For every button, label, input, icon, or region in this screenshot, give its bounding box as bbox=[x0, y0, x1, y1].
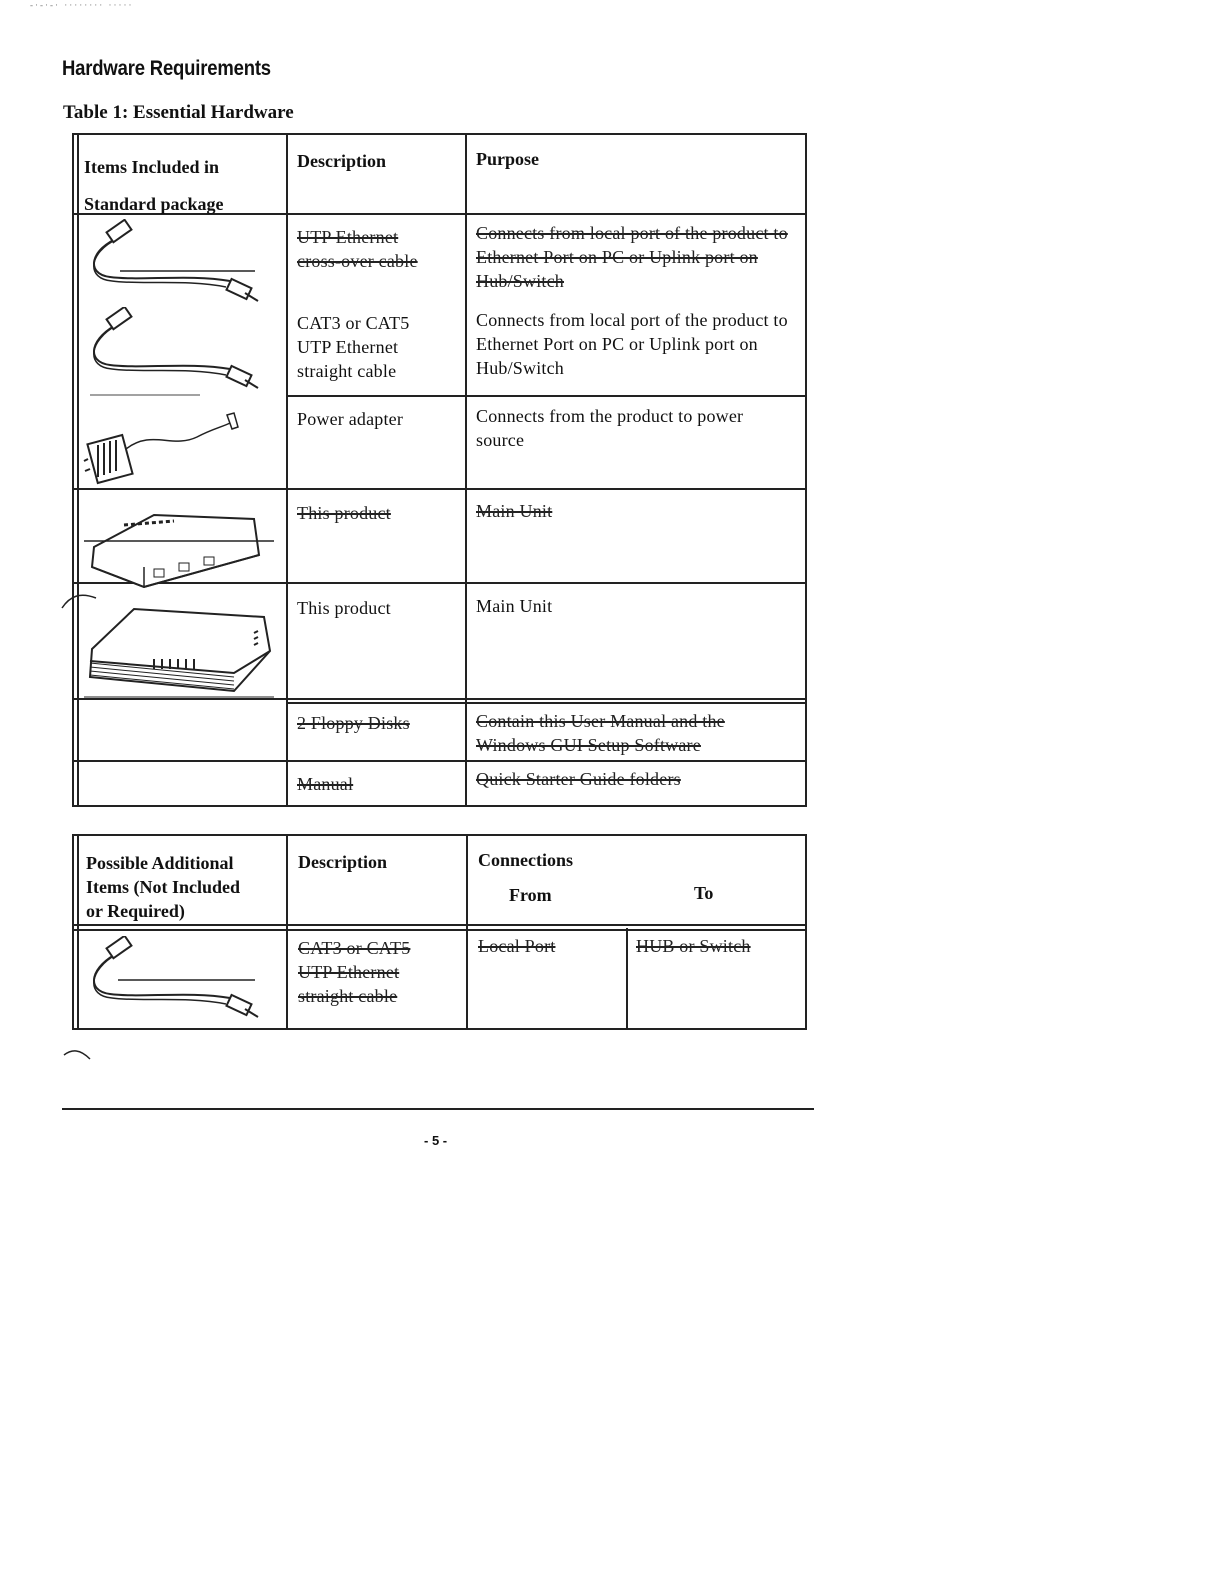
row7-purpose: Quick Starter Guide folders bbox=[476, 769, 681, 789]
scan-mark-curve bbox=[60, 588, 100, 610]
ethernet-cable-icon bbox=[80, 219, 280, 311]
power-adapter-icon bbox=[82, 409, 252, 489]
router-device-icon bbox=[84, 505, 284, 593]
router-device-icon bbox=[84, 591, 284, 703]
header-description: Description bbox=[298, 852, 387, 872]
ethernet-cable-icon bbox=[80, 936, 280, 1026]
header-description: Description bbox=[297, 151, 386, 171]
row1-purpose: Connects from local port of the product to Ethernet Port on PC or Uplink port on Hub/Switch bbox=[476, 223, 788, 291]
row2-description: CAT3 or CAT5 UTP Ethernet straight cable bbox=[297, 313, 410, 381]
t2-row1-description: CAT3 or CAT5 UTP Ethernet straight cable bbox=[298, 938, 411, 1006]
row1-description: UTP Ethernet cross-over cable bbox=[297, 227, 418, 271]
t2-row1-from: Local Port bbox=[478, 936, 556, 956]
ethernet-cable-icon bbox=[80, 307, 280, 397]
page-number: - 5 - bbox=[424, 1133, 448, 1148]
row3-description: Power adapter bbox=[297, 409, 404, 429]
section-title: Hardware Requirements bbox=[62, 57, 271, 80]
header-possible-additional-items: Possible Additional Items (Not Included or Required) bbox=[86, 853, 241, 921]
row2-purpose: Connects from local port of the product to Ethernet Port on PC or Uplink port on Hub/Switch bbox=[476, 310, 788, 378]
t2-row1-to: HUB or Switch bbox=[636, 936, 751, 956]
essential-hardware-table bbox=[72, 133, 807, 807]
footer-rule bbox=[62, 1108, 814, 1110]
row6-purpose: Contain this User Manual and the Windows GUI Setup Software bbox=[476, 711, 725, 755]
row6-description: 2 Floppy Disks bbox=[297, 713, 410, 733]
scan-artifact-marks: -·-·-· ········ ····· bbox=[30, 0, 134, 10]
header-to: To bbox=[694, 883, 714, 903]
row5-description: This product bbox=[297, 598, 391, 618]
table-caption: Table 1: Essential Hardware bbox=[63, 102, 294, 123]
header-items-included: Items Included in Standard package bbox=[84, 157, 224, 214]
row7-description: Manual bbox=[297, 774, 354, 794]
additional-items-table bbox=[72, 834, 807, 1030]
row4-description: This product bbox=[297, 503, 391, 523]
scan-mark-curve bbox=[62, 1047, 92, 1061]
header-from: From bbox=[509, 885, 552, 905]
row4-purpose: Main Unit bbox=[476, 501, 553, 521]
header-purpose: Purpose bbox=[476, 149, 539, 169]
row3-purpose: Connects from the product to power source bbox=[476, 406, 744, 450]
row5-purpose: Main Unit bbox=[476, 596, 553, 616]
header-connections: Connections bbox=[478, 850, 574, 870]
